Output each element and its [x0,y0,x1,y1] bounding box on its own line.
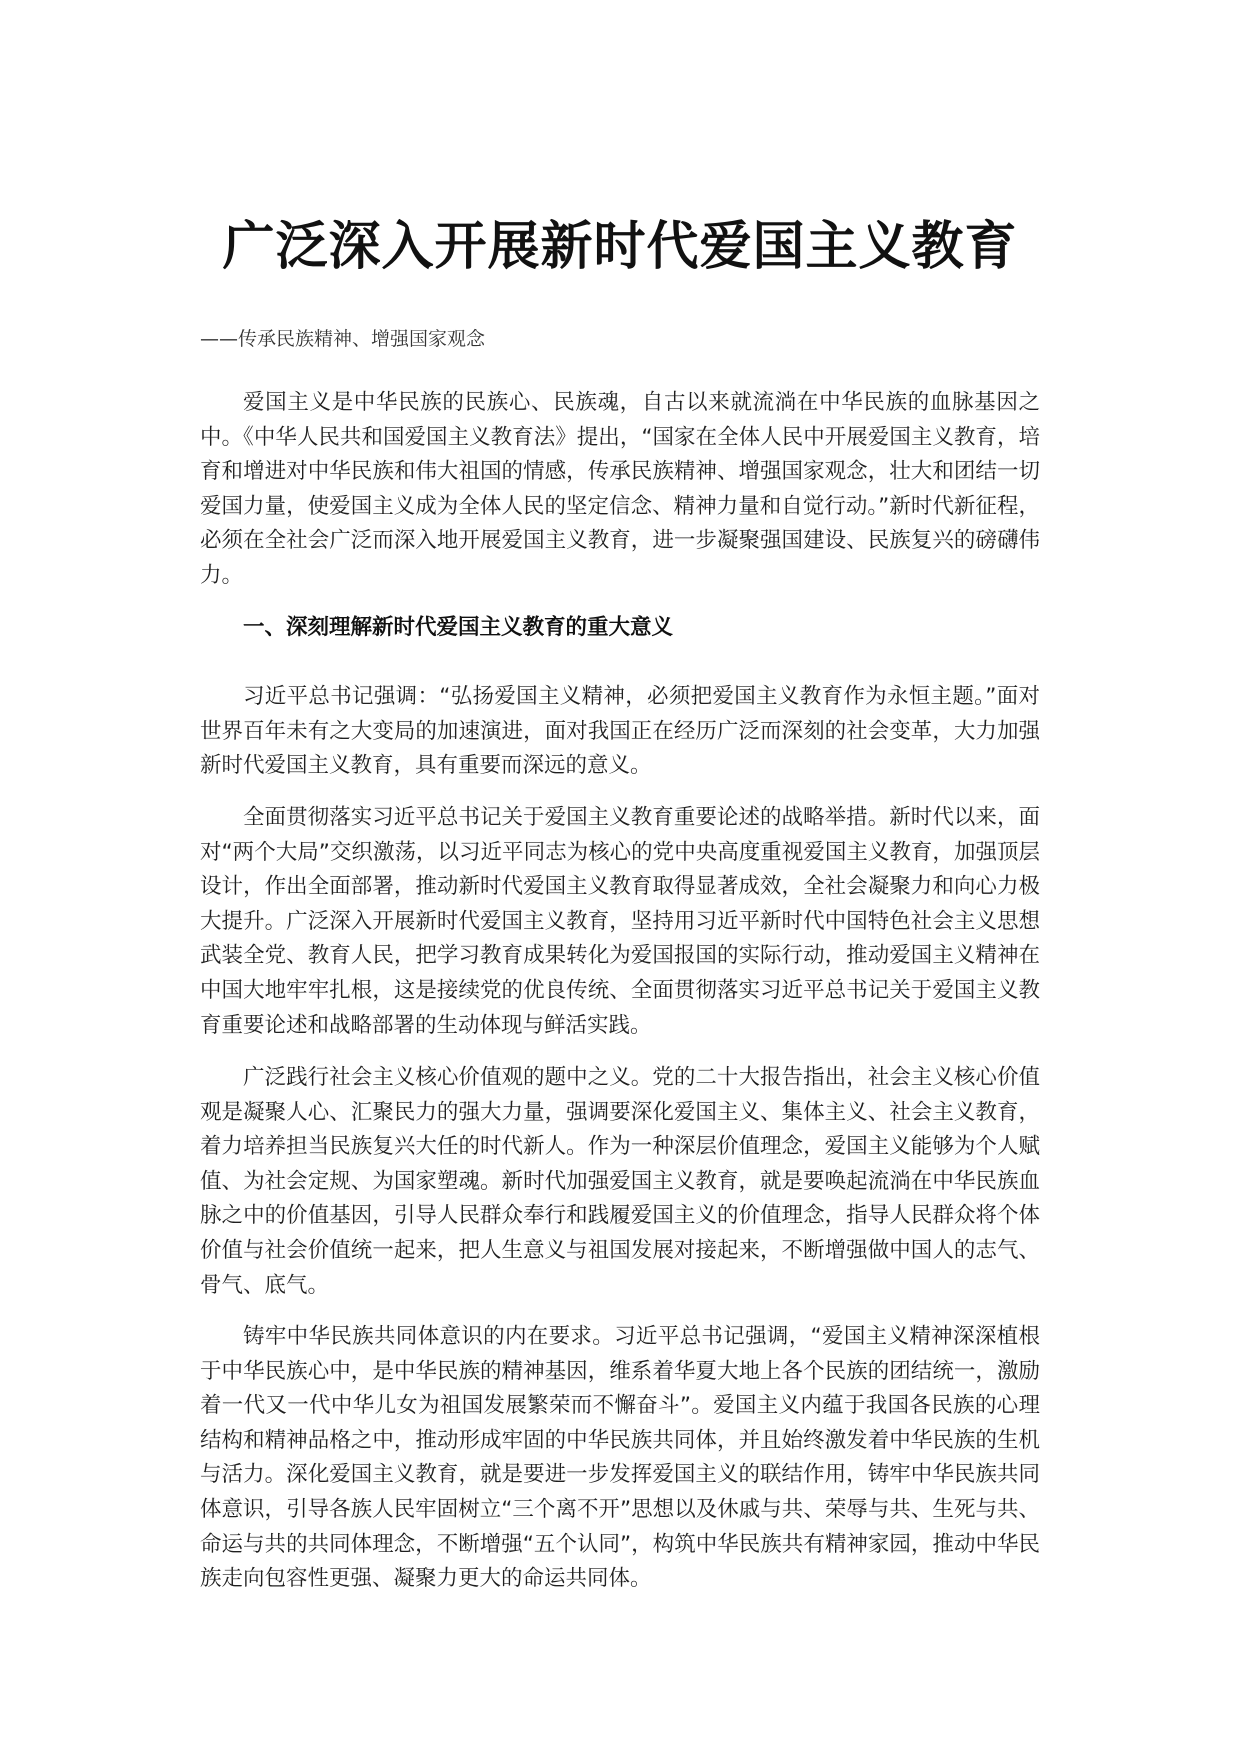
body-paragraph: 习近平总书记强调：“弘扬爱国主义精神，必须把爱国主义教育作为永恒主题。”面对世界百年未有之大变局的加速演进，面对我国正在经历广泛而深刻的社会变革，大力加强新时代爱国主义教育，具有重要而深远的意义。 [200,684,1040,779]
body-paragraph: 铸牢中华民族共同体意识的内在要求。习近平总书记强调，“爱国主义精神深深植根于中华民族心中，是中华民族的精神基因，维系着华夏大地上各个民族的团结统一，激励着一代又一代中华儿女为祖国发展繁荣而不懈奋斗”。爱国主义内蕴于我国各民族的心理结构和精神品格之中，推动形成牢固的中华民族共同体，并且始终激发着中华民族的生机与活力。深化爱国主义教育，就是要进一步发挥爱国主义的联结作用，铸牢中华民族共同体意识，引导各族人民牢固树立“三个离不开”思想以及休戚与共、荣辱与共、生死与共、命运与共的共同体理念，不断增强“五个认同”，构筑中华民族共有精神家园，推动中华民族走向包容性更强、凝聚力更大的命运共同体。 [200,1324,1040,1592]
section-heading: 一、深刻理解新时代爱国主义教育的重大意义 [243,615,674,640]
body-paragraph: 广泛践行社会主义核心价值观的题中之义。党的二十大报告指出，社会主义核心价值观是凝聚人心、汇聚民力的强大力量，强调要深化爱国主义、集体主义、社会主义教育，着力培养担当民族复兴大任的时代新人。作为一种深层价值理念，爱国主义能够为个人赋值、为社会定规、为国家塑魂。新时代加强爱国主义教育，就是要唤起流淌在中华民族血脉之中的价值基因，引导人民群众奉行和践履爱国主义的价值理念，指导人民群众将个体价值与社会价值统一起来，把人生意义与祖国发展对接起来，不断增强做中国人的志气、骨气、底气。 [200,1065,1040,1298]
page-title: 广泛深入开展新时代爱国主义教育 [222,217,1018,277]
page-subtitle: ——传承民族精神、增强国家观念 [200,328,486,350]
intro-paragraph: 爱国主义是中华民族的民族心、民族魂，自古以来就流淌在中华民族的血脉基因之中。《中华人民共和国爱国主义教育法》提出，“国家在全体人民中开展爱国主义教育，培育和增进对中华民族和伟大祖国的情感，传承民族精神、增强国家观念，壮大和团结一切爱国力量，使爱国主义成为全体人民的坚定信念、精神力量和自觉行动。”新时代新征程，必须在全社会广泛而深入地开展爱国主义教育，进一步凝聚强国建设、民族复兴的磅礴伟力。 [200,390,1040,588]
body-paragraph: 全面贯彻落实习近平总书记关于爱国主义教育重要论述的战略举措。新时代以来，面对“两个大局”交织激荡，以习近平同志为核心的党中央高度重视爱国主义教育，加强顶层设计，作出全面部署，推动新时代爱国主义教育取得显著成效，全社会凝聚力和向心力极大提升。广泛深入开展新时代爱国主义教育，坚持用习近平新时代中国特色社会主义思想武装全党、教育人民，把学习教育成果转化为爱国报国的实际行动，推动爱国主义精神在中国大地牢牢扎根，这是接续党的优良传统、全面贯彻落实习近平总书记关于爱国主义教育重要论述和战略部署的生动体现与鲜活实践。 [200,805,1040,1038]
